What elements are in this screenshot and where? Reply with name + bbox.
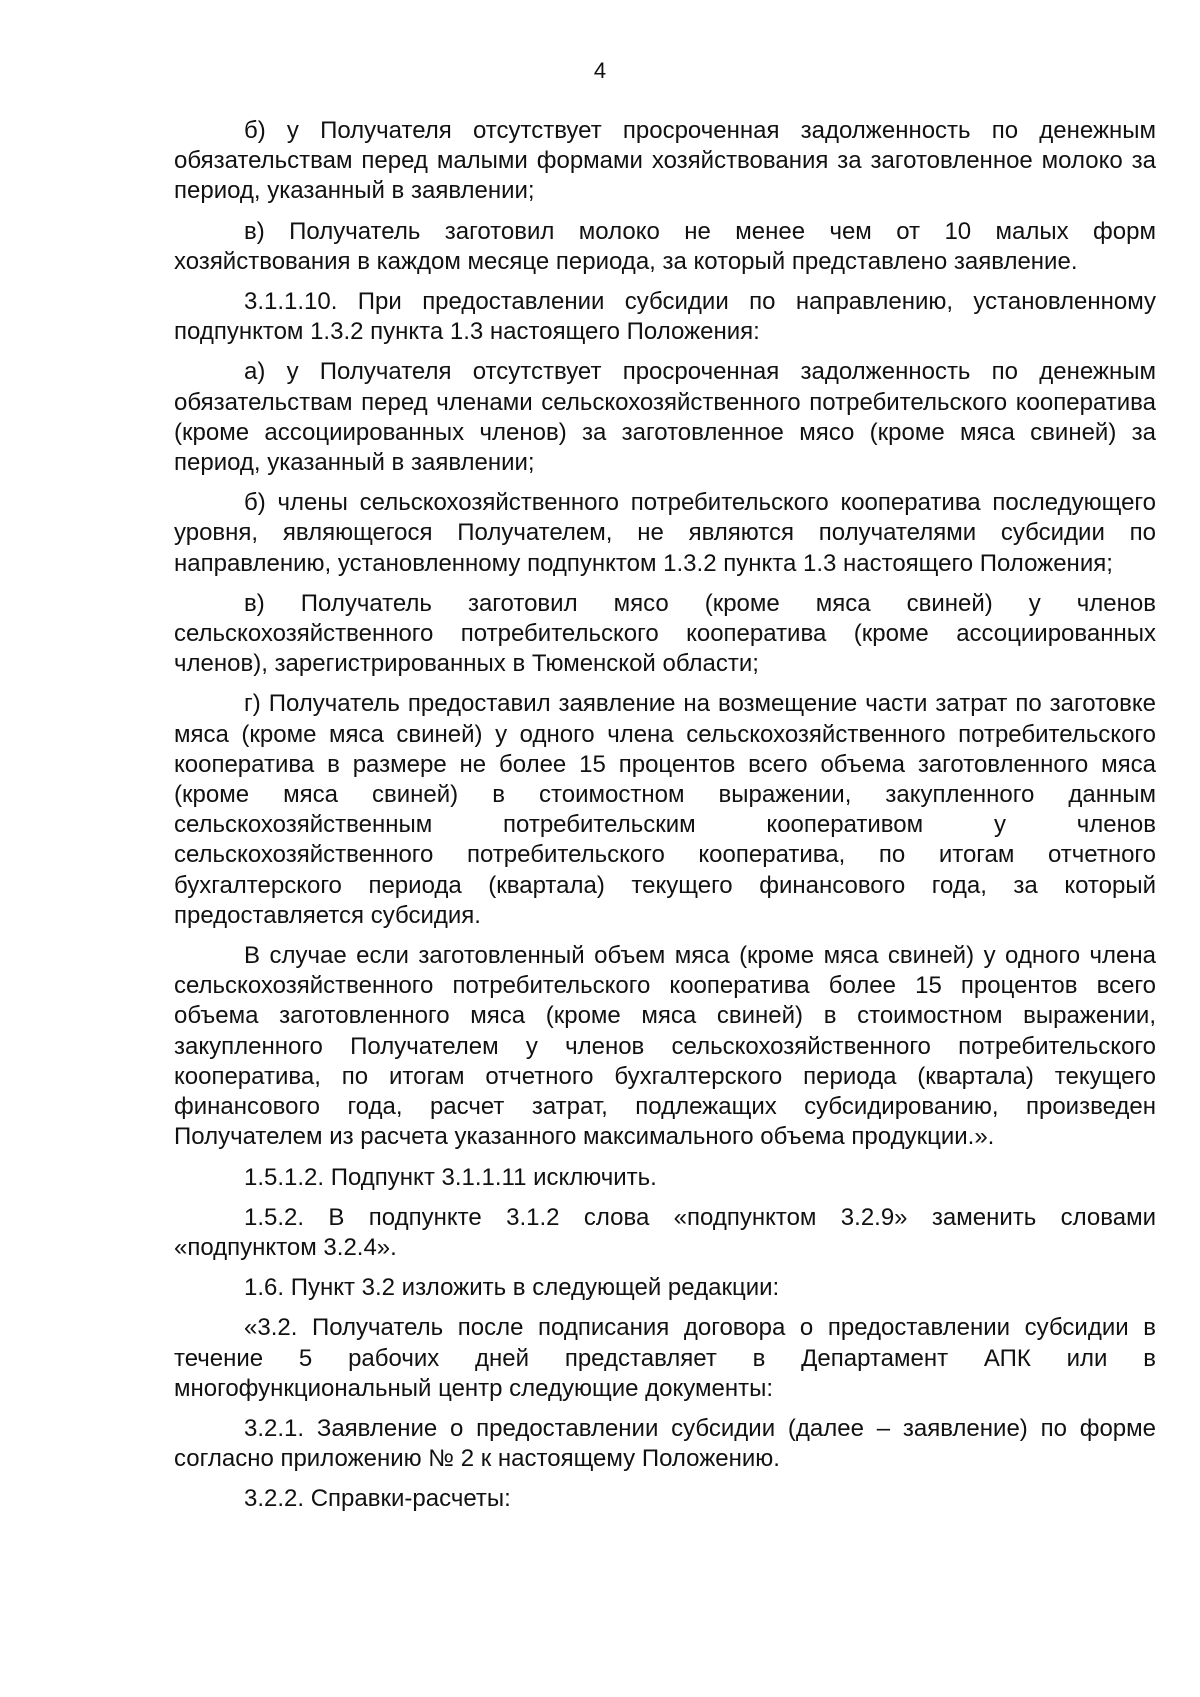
document-body: [174, 116, 1156, 1525]
paragraph-b-cooperative-members: б) члены сельскохозяйственного потребительского кооператива последующего уровня, являющегося Получателем, не являются получателями субсидии по направлению, установленному подпунктом 1.3.2 пункта 1.3 настоящего Положения;: [174, 489, 1156, 577]
paragraph-1-5-1-2: 1.5.1.2. Подпункт 3.1.1.11 исключить.: [244, 1163, 657, 1191]
paragraph-a-meat-debt: а) у Получателя отсутствует просроченная задолженность по денежным обязательствам перед членами сельскохозяйственного потребительского кооператива (кроме ассоциированных членов) за заготовленное мясо (кроме мяса свиней) за период, указанный в заявлении;: [174, 358, 1156, 477]
page-number: 4: [593, 58, 607, 83]
paragraph-excess-volume-case: В случае если заготовленный объем мяса (кроме мяса свиней) у одного члена сельскохозяйственного потребительского кооператива более 15 процентов всего объема заготовленного мяса (кроме мяса свиней) в стоимостном выражении, закупленного Получателем у членов сельскохозяйственного потребительского кооператива, по итогам отчетного бухгалтерского периода (квартала) текущего финансового года, расчет затрат, подлежащих субсидированию, произведен Получателем из расчета указанного максимального объема продукции.».: [174, 942, 1156, 1151]
paragraph-3-2-2: 3.2.2. Справки-расчеты:: [244, 1485, 511, 1513]
paragraph-v-meat-procurement: в) Получатель заготовил мясо (кроме мяса свиней) у членов сельскохозяйственного потребительского кооператива (кроме ассоциированных членов), зарегистрированных в Тюменской области;: [174, 589, 1156, 678]
paragraph-b-milk-debt: б) у Получателя отсутствует просроченная задолженность по денежным обязательствам перед малыми формами хозяйствования за заготовленное молоко за период, указанный в заявлении;: [174, 117, 1156, 205]
paragraph-1-6: 1.6. Пункт 3.2 изложить в следующей редакции:: [244, 1274, 780, 1302]
paragraph-v-milk-sources: в) Получатель заготовил молоко не менее чем от 10 малых форм хозяйствования в каждом месяце периода, за который представлено заявление.: [174, 217, 1156, 275]
paragraph-3-2: «3.2. Получатель после подписания договора о предоставлении субсидии в течение 5 рабочих дней представляет в Департамент АПК или в многофункциональный центр следующие документы:: [174, 1314, 1156, 1402]
paragraph-3-1-1-10: 3.1.1.10. При предоставлении субсидии по направлению, установленному подпунктом 1.3.2 пункта 1.3 настоящего Положения:: [174, 288, 1156, 346]
paragraph-1-5-2: 1.5.2. В подпункте 3.1.2 слова «подпунктом 3.2.9» заменить словами «подпунктом 3.2.4».: [174, 1203, 1156, 1261]
paragraph-g-application-limit: г) Получатель предоставил заявление на возмещение части затрат по заготовке мяса (кроме мяса свиней) у одного члена сельскохозяйственного потребительского кооператива в размере не более 15 процентов всего объема заготовленного мяса (кроме мяса свиней) в стоимостном выражении, закупленного данным сельскохозяйственным потребительским кооперативом у членов сельскохозяйственного потребительского кооператива, по итогам отчетного бухгалтерского периода (квартала) текущего финансового года, за который предоставляется субсидия.: [174, 690, 1156, 929]
paragraph-3-2-1: 3.2.1. Заявление о предоставлении субсидии (далее – заявление) по форме согласно приложению № 2 к настоящему Положению.: [174, 1414, 1156, 1473]
